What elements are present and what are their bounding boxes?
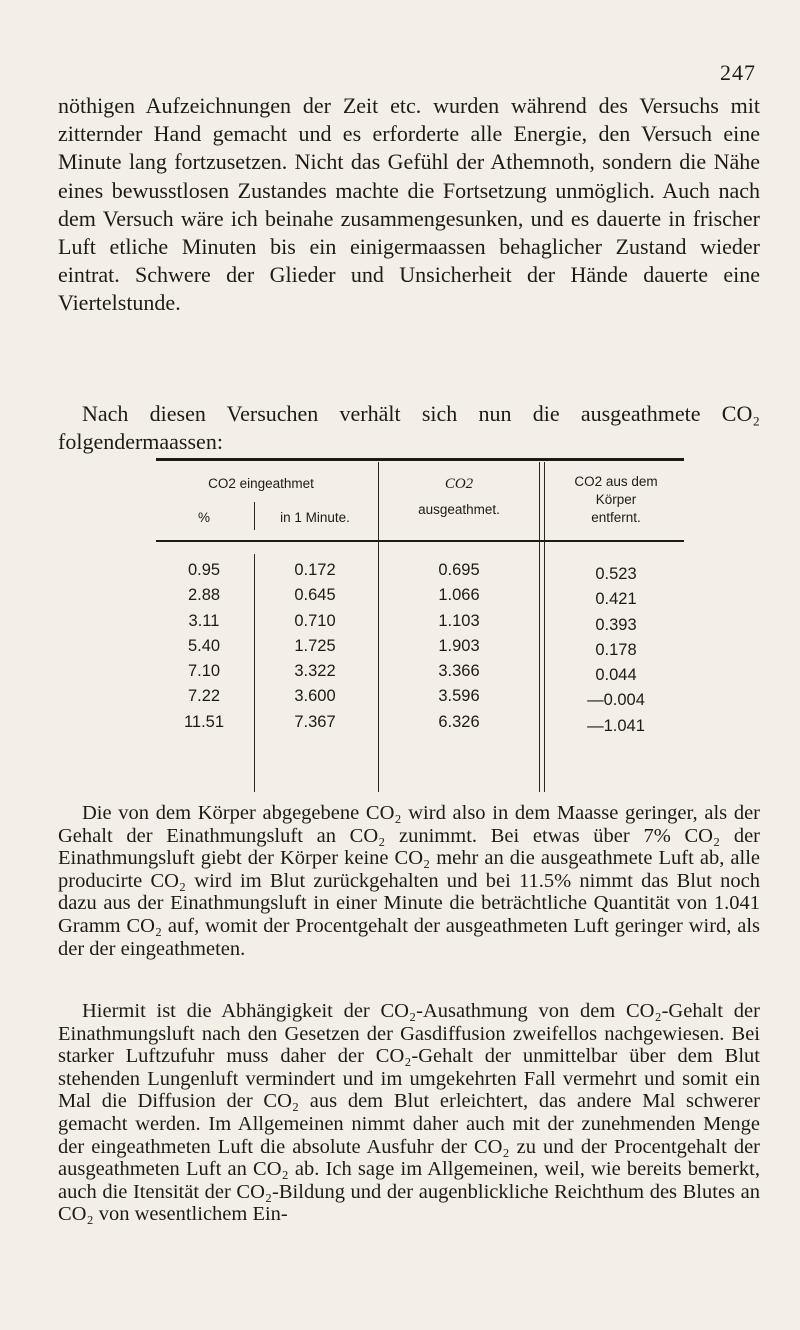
table-cell: 1.103 bbox=[438, 611, 480, 630]
paragraph-3: Die von dem Körper abgegebene CO₂ wird also in dem Maasse geringer, als der Gehalt der Einathmungsluft an CO₂ zunimmt. Bei etwas über 7% CO₂ der Einathmungsluft giebt der Körper keine CO₂ mehr an die ausgeathmete Luft ab, alle producirte CO₂ wird im Blut zurückgehalten und bei 11.5% nimmt das Blut noch dazu aus der Einathmungsluft in einer Minute die beträchtliche Quantität von 1.041 Gramm CO₂ auf, womit der Procentgehalt der ausgeathmeten Luft geringer wird, als der der eingeathmeten. bbox=[58, 802, 760, 960]
column-divider-1 bbox=[254, 554, 255, 792]
table-cell: 0.695 bbox=[438, 561, 480, 579]
paragraph-2: Nach diesen Versuchen verhält sich nun die ausgeathmete CO₂ folgendermaassen: bbox=[58, 401, 760, 455]
table-cell: 0.710 bbox=[294, 611, 336, 630]
header-col-exhaled-a: CO2 bbox=[444, 476, 474, 492]
table-cell: 1.903 bbox=[438, 636, 480, 655]
column-per-minute bbox=[256, 558, 374, 735]
table-cell: 0.523 bbox=[595, 565, 637, 583]
table-cell: 6.326 bbox=[438, 712, 480, 731]
header-col-removed-a: CO2 aus dem bbox=[574, 474, 658, 489]
header-col-exhaled-b: ausgeathmet. bbox=[418, 502, 500, 517]
header-subdivider bbox=[254, 502, 255, 530]
column-divider-3 bbox=[539, 462, 545, 792]
table-cell: 11.51 bbox=[183, 712, 225, 731]
table-cell: 0.645 bbox=[294, 586, 336, 605]
header-group-label: CO2 eingeathmet bbox=[208, 476, 314, 491]
table-cell: 0.178 bbox=[595, 640, 637, 659]
table-cell: 0.421 bbox=[595, 590, 637, 609]
page-number: 247 bbox=[720, 60, 756, 85]
table-cell: —1.041 bbox=[587, 716, 645, 735]
header-col-percent: % bbox=[197, 510, 210, 525]
column-exhaled bbox=[382, 558, 536, 735]
table-cell: 3.596 bbox=[438, 687, 480, 706]
table-cell: 0.393 bbox=[595, 615, 637, 634]
header-col-per-minute: in 1 Minute. bbox=[280, 510, 350, 525]
table-cell: 3.11 bbox=[188, 611, 220, 630]
table-cell: 0.95 bbox=[187, 561, 221, 579]
table-cell: 7.22 bbox=[187, 687, 221, 706]
co2-table bbox=[156, 458, 684, 794]
header-col-removed-c: entfernt. bbox=[591, 510, 641, 525]
table-top-rule bbox=[156, 458, 684, 461]
table-cell: 7.10 bbox=[187, 662, 221, 681]
column-percent bbox=[156, 558, 252, 735]
column-removed bbox=[548, 562, 684, 739]
header-col-removed-b: Körper bbox=[595, 492, 637, 507]
table-cell: 0.044 bbox=[595, 666, 637, 685]
paragraph-1: nöthigen Aufzeichnungen der Zeit etc. wurden während des Versuchs mit zitternder Hand gemacht und es erforderte alle Energie, den Versuch eine Minute lang fortzusetzen. Nicht das Gefühl der Athemnoth, sondern die Nähe eines bewusstlosen Zustandes machte die Fortsetzung unmöglich. Auch nach dem Versuch wäre ich beinahe zusammengesunken, und es dauerte in frischer Luft etliche Minuten bis ein einigermaassen behaglicher Zustand wieder eintrat. Schwere der Glieder und Unsicherheit der Hände dauerte eine Viertelstunde. bbox=[58, 93, 760, 316]
table-cell: —0.004 bbox=[587, 691, 645, 710]
paragraph-4: Hiermit ist die Abhängigkeit der CO₂-Ausathmung von dem CO₂-Gehalt der Einathmungsluft nach den Gesetzen der Gasdiffusion zweifellos nachgewiesen. Bei starker Luftzufuhr muss daher der CO₂-Gehalt der unmittelbar über dem Blut stehenden Lungenluft vermindert und im umgekehrten Fall vermehrt und somit ein Mal die Diffusion der CO₂ aus dem Blut erleichtert, das andere Mal schwerer gemacht werden. Im Allgemeinen nimmt daher auch mit der zunehmenden Menge der eingeathmeten Luft die absolute Ausfuhr der CO₂ zu und der Procentgehalt der ausgeathmeten Luft an CO₂ ab. Ich sage im Allgemeinen, weil, wie bereits bemerkt, auch die Itensität der CO₂-Bildung und der augenblickliche Reichthum des Blutes an CO₂ von wesentlichem Ein- bbox=[58, 1000, 760, 1226]
table-cell: 3.600 bbox=[294, 687, 336, 706]
table-header-rule bbox=[156, 540, 684, 542]
column-divider-2 bbox=[378, 462, 379, 792]
table-cell: 7.367 bbox=[294, 712, 336, 731]
table-cell: 3.366 bbox=[438, 662, 480, 681]
table-cell: 5.40 bbox=[187, 636, 221, 655]
table-cell: 3.322 bbox=[294, 662, 336, 681]
table-cell: 2.88 bbox=[187, 586, 221, 605]
table-cell: 1.066 bbox=[438, 586, 480, 605]
table-cell: 1.725 bbox=[294, 636, 336, 655]
table-cell: 0.172 bbox=[294, 561, 336, 579]
